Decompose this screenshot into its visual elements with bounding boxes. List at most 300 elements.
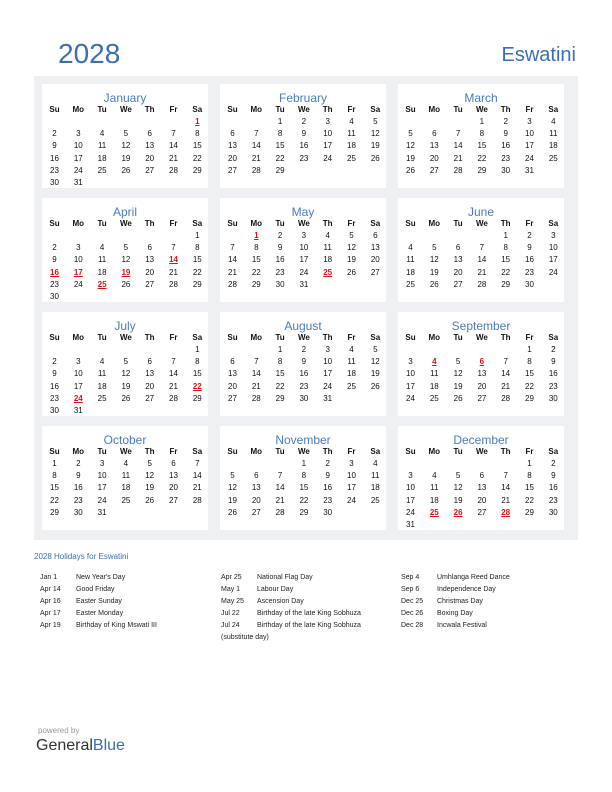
weekday-header: We [297,447,310,456]
day-cell: 24 [73,165,83,175]
day-cell: 27 [169,495,178,505]
holiday-row [401,608,581,620]
weekday-header: Th [500,219,511,228]
day-cell: 29 [525,507,534,517]
day-cell: 9 [301,129,307,139]
month-january [42,84,208,188]
day-cell: 5 [147,459,152,468]
brand-blue: Blue [92,737,125,754]
day-cell: 30 [50,178,59,187]
weekday-header: Su [49,447,60,456]
day-cell: 10 [73,141,83,151]
day-cell: 3 [551,231,556,240]
day-cell: 13 [453,255,463,265]
day-cell: 23 [525,267,534,277]
holiday-name: Incwala Festival [437,622,487,629]
day-cell: 30 [323,507,333,517]
day-cell: 23 [50,279,59,289]
day-cell: 8 [479,129,485,139]
day-cell: 28 [501,393,511,403]
day-cell: 12 [370,357,380,367]
day-cell: 30 [50,292,59,301]
holiday-day-cell: 16 [50,267,59,277]
day-cell: 31 [406,520,415,529]
holiday-date: Apr 25 [221,574,242,581]
holiday-name: Christmas Day [437,598,483,605]
day-cell: 6 [147,243,152,253]
holiday-date: Jan 1 [40,574,58,581]
holiday-row [40,572,220,584]
weekday-header: Sa [548,105,559,114]
day-cell: 31 [97,507,107,517]
day-cell: 19 [453,381,463,391]
day-cell: 7 [254,129,259,139]
day-cell: 2 [52,357,57,367]
day-cell: 14 [275,483,285,493]
day-cell: 22 [525,495,534,505]
holiday-name: New Year's Day [76,574,126,581]
day-cell: 4 [99,129,105,139]
weekday-header: Mo [428,447,441,456]
holiday-date: Jul 22 [221,610,240,617]
holiday-day-cell: 1 [195,117,200,126]
weekday-header: Fr [347,333,356,342]
weekday-header: We [297,333,310,342]
day-cell: 30 [548,507,558,517]
day-cell: 1 [277,117,283,126]
day-cell: 28 [275,507,285,517]
day-cell: 25 [97,165,107,175]
weekday-header: Th [144,333,155,342]
day-cell: 14 [453,141,463,151]
day-cell: 12 [370,129,380,139]
day-cell: 12 [121,369,131,379]
day-cell: 10 [323,357,333,367]
day-cell: 15 [275,369,285,379]
weekday-header: Tu [453,447,463,456]
day-cell: 31 [323,393,333,403]
day-cell: 16 [323,483,333,493]
day-cell: 19 [121,381,131,391]
day-cell: 1 [52,459,57,468]
day-cell: 22 [192,267,202,277]
weekday-header: Fr [347,105,356,114]
day-cell: 23 [501,153,511,163]
weekday-header: Sa [370,447,381,456]
day-cell: 6 [455,243,461,253]
day-cell: 18 [323,255,333,265]
day-cell: 20 [145,153,155,163]
day-cell: 25 [121,495,131,505]
month-title: May [291,205,315,219]
month-february [220,84,386,188]
holiday-date: Dec 28 [401,622,424,629]
day-cell: 15 [251,255,261,265]
weekday-header: Tu [275,219,285,228]
day-cell: 21 [275,495,285,505]
day-cell: 15 [525,483,534,493]
holiday-day-cell: 25 [429,507,439,517]
day-cell: 10 [73,369,83,379]
day-cell: 4 [123,459,129,468]
weekday-header: We [475,219,488,228]
weekday-header: Th [500,333,511,342]
day-cell: 8 [301,471,307,481]
holiday-date: Dec 26 [401,610,424,617]
day-cell: 12 [228,483,237,493]
day-cell: 13 [429,141,439,151]
day-cell: 11 [121,471,131,481]
day-cell: 16 [525,255,534,265]
day-cell: 27 [453,279,463,289]
day-cell: 11 [347,357,356,367]
day-cell: 1 [195,231,200,240]
weekday-header: Mo [72,219,85,228]
day-cell: 9 [301,357,307,367]
day-cell: 25 [97,393,107,403]
day-cell: 27 [477,393,487,403]
day-cell: 12 [453,369,463,379]
holiday-name: Easter Sunday [76,598,122,605]
day-cell: 20 [477,381,487,391]
holiday-name: (substitute day) [221,634,269,641]
weekday-header: Th [144,105,155,114]
day-cell: 4 [349,345,354,354]
day-cell: 16 [299,369,309,379]
day-cell: 18 [97,153,107,163]
holiday-date: Dec 25 [401,598,424,605]
day-cell: 26 [406,165,415,175]
month-may [220,198,386,302]
day-cell: 27 [145,279,155,289]
weekday-header: Fr [525,105,534,114]
day-cell: 14 [169,369,178,379]
day-cell: 22 [275,381,285,391]
month-october [42,426,208,530]
day-cell: 20 [169,483,178,493]
country-title: Eswatini [501,44,576,66]
day-cell: 18 [97,267,107,277]
day-cell: 26 [370,153,380,163]
day-cell: 3 [76,243,81,253]
day-cell: 4 [325,231,330,240]
weekday-header: Sa [370,219,381,228]
holiday-date: Apr 14 [40,586,61,593]
day-cell: 18 [406,267,415,277]
day-cell: 17 [323,141,333,151]
weekday-header: Sa [548,447,559,456]
holiday-day-cell: 24 [73,393,83,403]
day-cell: 23 [50,165,59,175]
day-cell: 3 [325,345,330,354]
weekday-header: Su [227,333,238,342]
holiday-row [401,572,581,584]
day-cell: 21 [228,267,237,277]
holiday-name: Birthday of the late King Sobhuza [257,610,361,617]
day-cell: 22 [501,267,511,277]
holiday-column [221,572,401,644]
weekday-header: Sa [370,105,381,114]
day-cell: 20 [251,495,261,505]
day-cell: 5 [455,471,461,481]
weekday-header: Th [500,447,511,456]
day-cell: 10 [347,471,356,481]
day-cell: 13 [251,483,261,493]
holiday-day-cell: 26 [453,507,463,517]
month-december [398,426,564,530]
weekday-header: Sa [548,333,559,342]
day-cell: 16 [50,153,59,163]
year-title: 2028 [58,38,121,69]
day-cell: 19 [228,495,237,505]
day-cell: 25 [548,153,558,163]
day-cell: 9 [52,141,57,151]
powered-by: powered by [38,726,80,735]
day-cell: 11 [323,243,332,253]
day-cell: 12 [347,243,356,253]
weekday-header: Su [49,105,60,114]
day-cell: 24 [73,279,83,289]
weekday-header: Mo [250,447,263,456]
day-cell: 10 [73,255,83,265]
holiday-day-cell: 19 [121,267,131,277]
day-cell: 29 [50,507,59,517]
weekday-header: Su [405,105,416,114]
day-cell: 5 [123,243,129,253]
day-cell: 16 [548,483,558,493]
day-cell: 5 [373,117,378,126]
day-cell: 22 [525,381,534,391]
weekday-header: We [119,105,132,114]
holiday-day-cell: 6 [479,357,485,367]
day-cell: 11 [430,369,439,379]
day-cell: 30 [525,279,534,289]
weekday-header: We [297,105,310,114]
day-cell: 30 [501,165,511,175]
day-cell: 30 [299,393,309,403]
weekday-header: We [119,333,132,342]
day-cell: 3 [527,117,532,126]
day-cell: 26 [121,279,131,289]
holiday-date: Jul 24 [221,622,240,629]
day-cell: 23 [50,393,59,403]
holiday-day-cell: 28 [501,507,511,517]
weekday-header: Sa [192,105,203,114]
day-cell: 21 [169,267,178,277]
day-cell: 23 [548,381,558,391]
day-cell: 24 [406,507,415,517]
weekday-header: Tu [97,219,107,228]
day-cell: 27 [145,165,155,175]
weekday-header: Su [405,447,416,456]
weekday-header: We [297,219,310,228]
weekday-header: Mo [250,333,263,342]
day-cell: 8 [254,243,259,253]
day-cell: 15 [501,255,511,265]
weekday-header: Th [144,447,155,456]
month-march [398,84,564,188]
day-cell: 8 [277,357,283,367]
holiday-row [221,596,401,608]
month-november [220,426,386,530]
day-cell: 11 [371,471,380,481]
day-cell: 30 [73,507,83,517]
day-cell: 5 [432,243,437,253]
day-cell: 13 [228,369,237,379]
day-cell: 13 [145,369,155,379]
weekday-header: Sa [192,447,203,456]
day-cell: 4 [408,243,413,253]
day-cell: 20 [453,267,463,277]
holiday-column [40,572,220,632]
day-cell: 11 [406,255,415,265]
day-cell: 18 [347,141,356,151]
day-cell: 5 [373,345,378,354]
day-cell: 18 [429,495,439,505]
day-cell: 24 [406,393,415,403]
weekday-header: Th [322,105,333,114]
day-cell: 28 [251,165,261,175]
day-cell: 20 [477,495,487,505]
holiday-date: Sep 6 [401,586,420,593]
day-cell: 24 [525,153,534,163]
month-title: November [275,433,331,447]
day-cell: 15 [299,483,309,493]
day-cell: 21 [251,381,261,391]
holiday-date: May 25 [221,598,244,605]
day-cell: 25 [347,381,356,391]
day-cell: 7 [254,357,259,367]
holiday-date: Apr 19 [40,622,61,629]
weekday-header: Su [405,219,416,228]
day-cell: 24 [548,267,558,277]
holiday-row [221,608,401,620]
day-cell: 7 [171,357,176,367]
weekday-header: Fr [169,219,178,228]
day-cell: 26 [228,507,237,517]
day-cell: 16 [50,381,59,391]
weekday-header: Fr [169,333,178,342]
day-cell: 2 [325,459,330,468]
day-cell: 26 [370,381,380,391]
month-title: October [103,433,147,447]
day-cell: 4 [99,243,105,253]
day-cell: 30 [50,406,59,415]
day-cell: 13 [477,483,487,493]
day-cell: 5 [123,129,129,139]
day-cell: 6 [373,231,378,240]
day-cell: 14 [477,255,487,265]
day-cell: 21 [453,153,463,163]
day-cell: 2 [551,459,556,468]
day-cell: 5 [455,357,461,367]
day-cell: 24 [347,495,356,505]
day-cell: 3 [349,459,354,468]
day-cell: 1 [527,459,532,468]
weekday-header: Th [322,447,333,456]
day-cell: 27 [477,507,487,517]
weekday-header: Tu [453,105,463,114]
day-cell: 15 [50,483,59,493]
holiday-date: Apr 17 [40,610,61,617]
day-cell: 6 [230,129,235,139]
holiday-date: Apr 16 [40,598,61,605]
day-cell: 29 [192,393,202,403]
day-cell: 24 [97,495,107,505]
day-cell: 2 [503,117,508,126]
day-cell: 18 [370,483,380,493]
day-cell: 8 [527,357,532,367]
day-cell: 9 [52,369,57,379]
holiday-name: Easter Monday [76,610,124,617]
holiday-day-cell: 1 [254,231,259,240]
weekday-header: Th [322,219,333,228]
holiday-row [401,596,581,608]
day-cell: 3 [99,459,105,468]
weekday-header: Fr [525,333,534,342]
weekday-header: Tu [275,447,285,456]
weekday-header: Mo [250,219,263,228]
holiday-row [221,584,401,596]
weekday-header: Sa [548,219,559,228]
day-cell: 13 [145,141,155,151]
holiday-day-cell: 25 [97,279,107,289]
day-cell: 2 [277,231,283,240]
day-cell: 8 [277,129,283,139]
day-cell: 20 [370,255,380,265]
day-cell: 11 [97,141,107,151]
holiday-row [221,632,401,644]
day-cell: 19 [370,141,380,151]
day-cell: 28 [169,279,178,289]
day-cell: 13 [169,471,178,481]
day-cell: 17 [299,255,309,265]
day-cell: 29 [477,165,487,175]
day-cell: 17 [525,141,534,151]
weekday-header: Mo [428,219,441,228]
day-cell: 22 [275,153,285,163]
day-cell: 15 [192,255,202,265]
day-cell: 5 [230,471,235,481]
day-cell: 9 [527,243,532,253]
day-cell: 18 [121,483,131,493]
day-cell: 2 [551,345,556,354]
weekday-header: Mo [72,333,85,342]
weekday-header: Sa [192,333,203,342]
day-cell: 20 [145,381,155,391]
weekday-header: Su [405,333,416,342]
day-cell: 9 [325,471,330,481]
day-cell: 2 [52,243,57,253]
holiday-name: Independence Day [437,586,496,593]
month-title: March [464,91,498,105]
day-cell: 31 [73,406,83,415]
day-cell: 27 [228,165,237,175]
weekday-header: We [475,333,488,342]
day-cell: 11 [97,255,107,265]
day-cell: 23 [275,267,285,277]
day-cell: 31 [525,165,534,175]
weekday-header: Mo [72,105,85,114]
day-cell: 13 [477,369,487,379]
day-cell: 20 [228,153,237,163]
day-cell: 10 [97,471,107,481]
weekday-header: Th [500,105,511,114]
day-cell: 14 [251,141,261,151]
day-cell: 17 [73,153,83,163]
day-cell: 11 [549,129,558,139]
weekday-header: Tu [453,219,463,228]
